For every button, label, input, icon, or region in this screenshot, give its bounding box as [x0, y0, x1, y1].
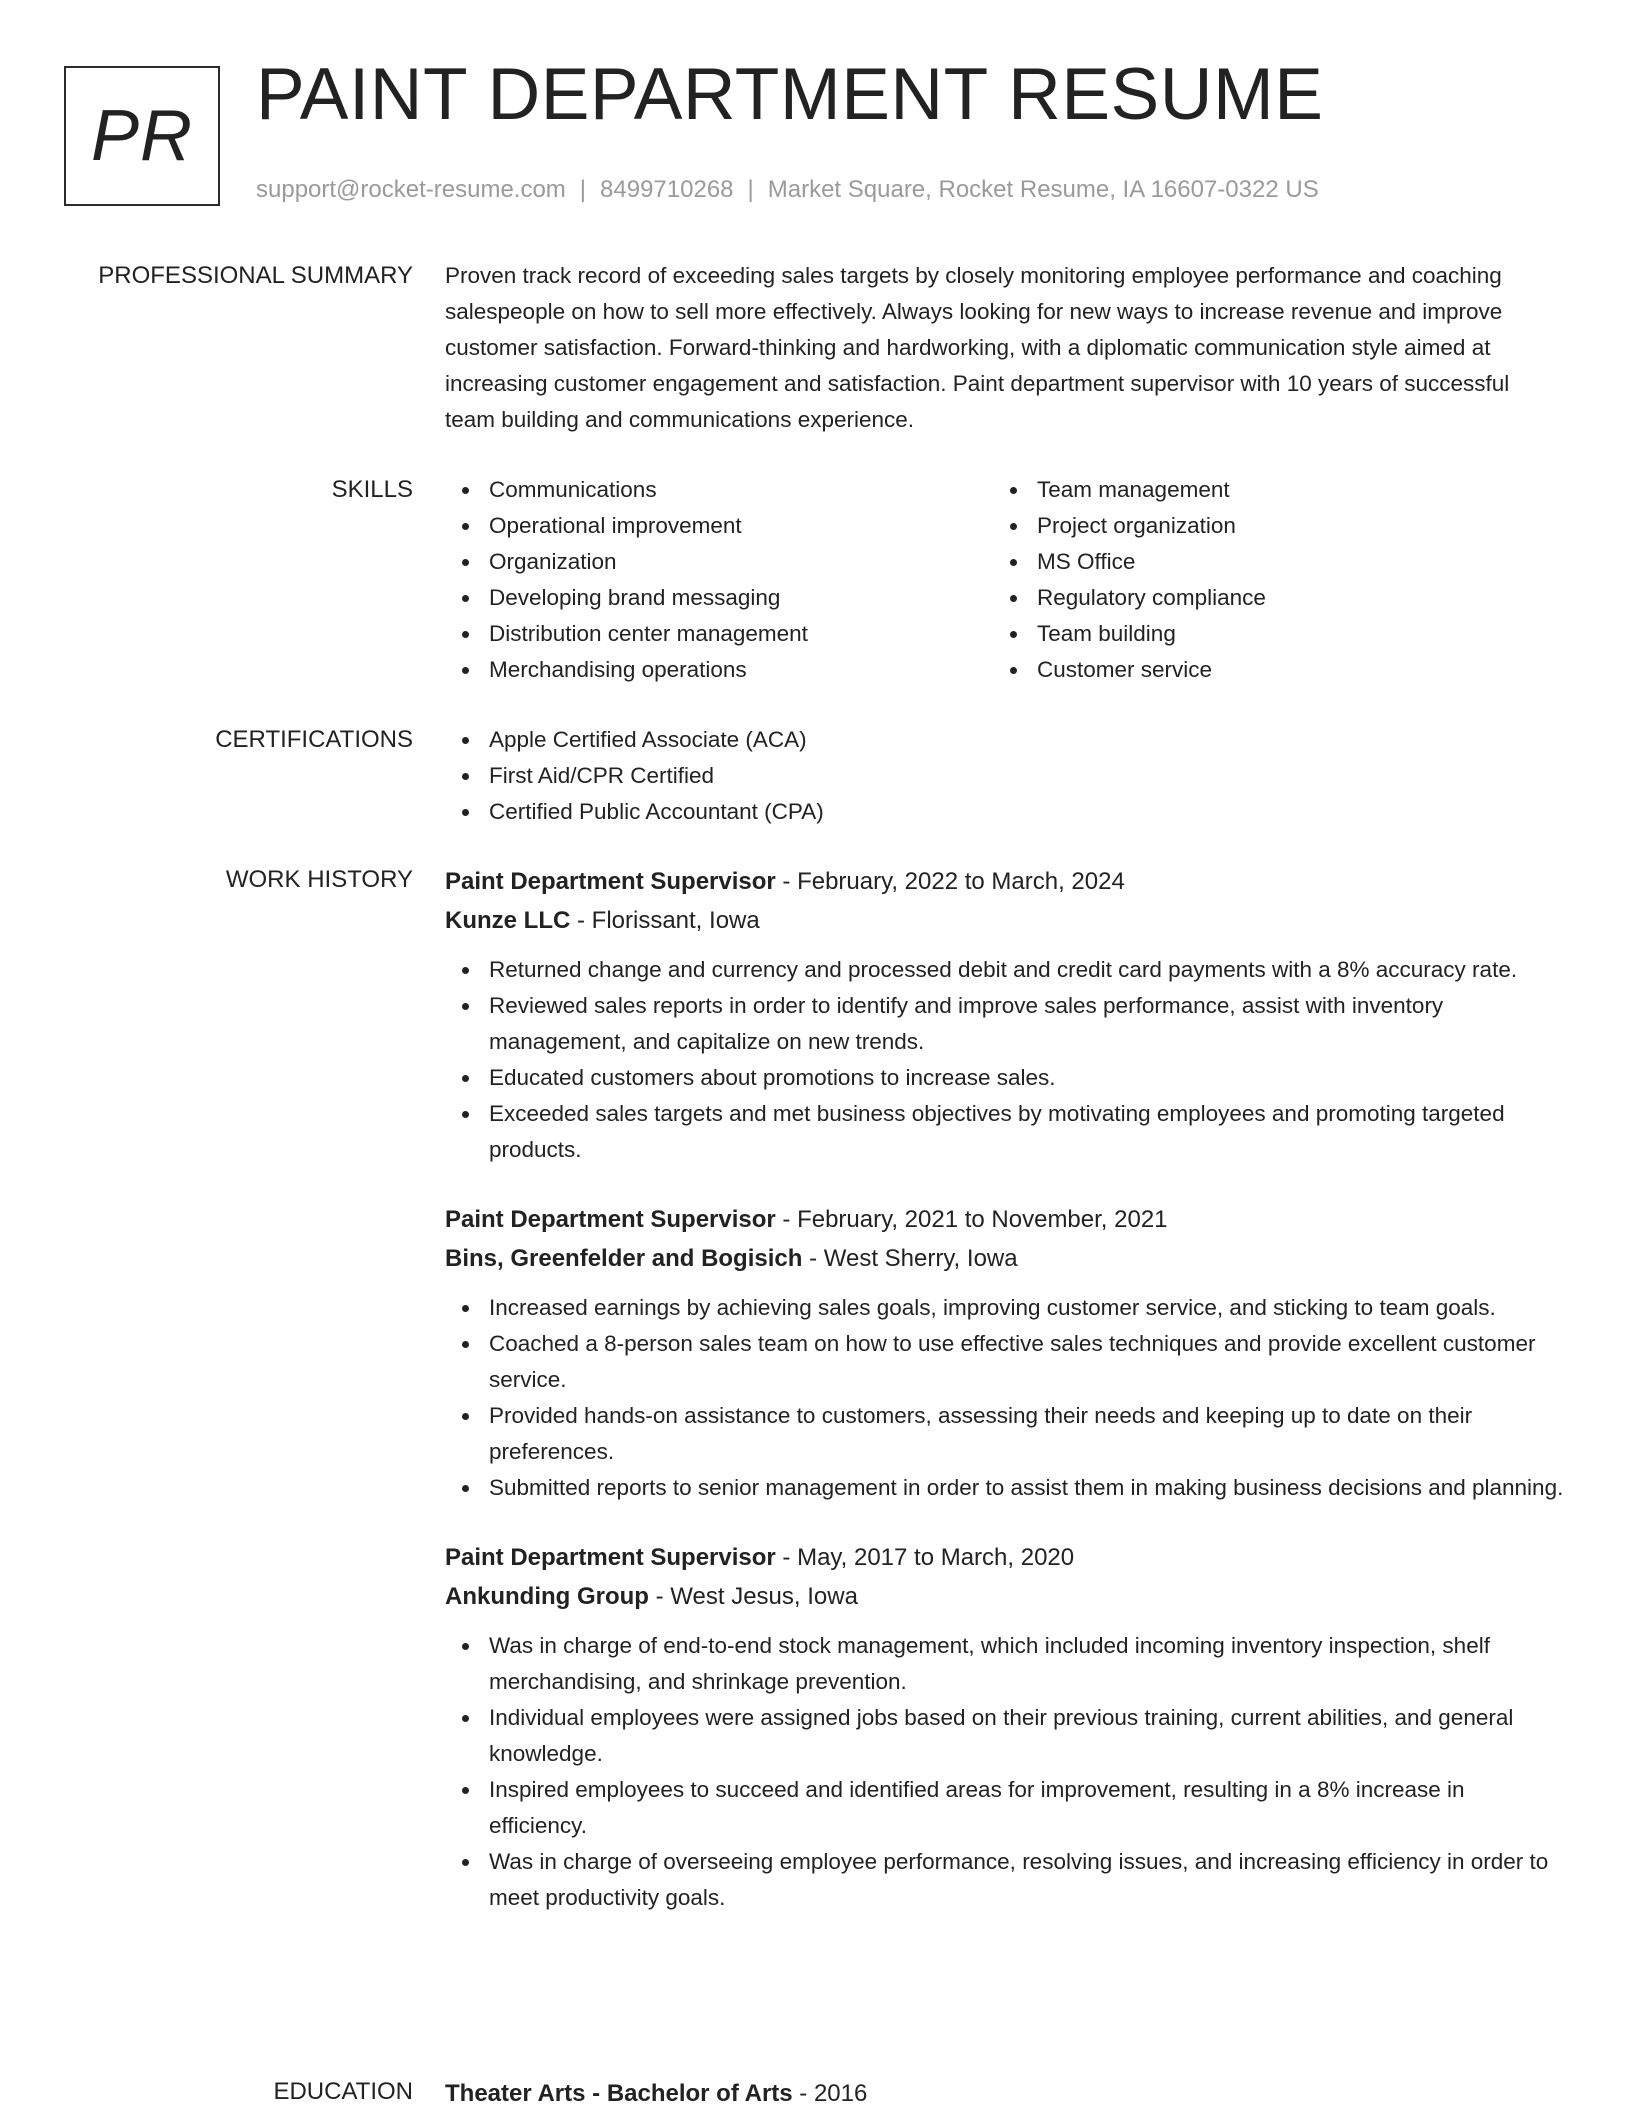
- list-item: Inspired employees to succeed and identified areas for improvement, resulting in a 8% increase in efficiency.: [445, 1772, 1565, 1844]
- list-item: Developing brand messaging: [445, 580, 993, 616]
- education-body: [445, 2074, 1565, 2113]
- list-item: Educated customers about promotions to increase sales.: [445, 1060, 1565, 1096]
- job-location: - West Sherry, Iowa: [802, 1245, 1018, 1272]
- section-heading-summary: PROFESSIONAL SUMMARY: [98, 262, 413, 289]
- job-company: Kunze LLC: [445, 907, 571, 934]
- job-title-line: [445, 862, 1565, 901]
- list-item: Regulatory compliance: [993, 580, 1541, 616]
- job-duties-list: [445, 1290, 1565, 1506]
- certifications-body: [445, 722, 1565, 830]
- job-duties-list: [445, 1628, 1565, 1916]
- skills-list-left: [445, 472, 993, 688]
- contact-email: support@rocket-resume.com: [256, 176, 566, 203]
- list-item: Operational improvement: [445, 508, 993, 544]
- summary-text: Proven track record of exceeding sales targets by closely monitoring employee performance and coaching salespeople on how to sell more effectively. Always looking for new ways to increase revenue and improve customer satisfaction. Forward-thinking and hardworking, with a diplomatic communication style aimed at increasing customer engagement and satisfaction. Paint department supervisor with 10 years of successful team building and communications experience.: [445, 263, 1510, 432]
- job-duties-list: [445, 952, 1565, 1168]
- list-item: Reviewed sales reports in order to identify and improve sales performance, assist with inventory management, and capitalize on new trends.: [445, 988, 1565, 1060]
- skills-list-right: [993, 472, 1541, 688]
- list-item: Team building: [993, 616, 1541, 652]
- job-title-line: [445, 1200, 1565, 1239]
- job-entry: [445, 1538, 1565, 1916]
- job-entry: [445, 1200, 1565, 1506]
- job-title: Paint Department Supervisor: [445, 868, 776, 895]
- job-company-line: [445, 1239, 1565, 1278]
- education-degree: Theater Arts - Bachelor of Arts: [445, 2080, 793, 2107]
- job-company-line: [445, 1577, 1565, 1616]
- education-line: [445, 2074, 1565, 2113]
- list-item: Was in charge of overseeing employee performance, resolving issues, and increasing efficiency in order to meet productivity goals.: [445, 1844, 1565, 1916]
- monogram-box: [64, 66, 220, 206]
- list-item: Customer service: [993, 652, 1541, 688]
- list-item: Organization: [445, 544, 993, 580]
- summary-body: [445, 258, 1565, 438]
- contact-phone: 8499710268: [600, 176, 734, 203]
- contact-line: [256, 176, 1319, 204]
- education-year: - 2016: [792, 2080, 868, 2107]
- job-entry: [445, 862, 1565, 1168]
- list-item: First Aid/CPR Certified: [445, 758, 1565, 794]
- list-item: Communications: [445, 472, 993, 508]
- contact-address: Market Square, Rocket Resume, IA 16607-0322 US: [767, 176, 1319, 203]
- section-heading-work-history: WORK HISTORY: [225, 866, 413, 893]
- list-item: Provided hands-on assistance to customers, assessing their needs and keeping up to date on their preferences.: [445, 1398, 1565, 1470]
- certifications-list: [445, 722, 1565, 830]
- list-item: Coached a 8-person sales team on how to use effective sales techniques and provide excellent customer service.: [445, 1326, 1565, 1398]
- work-history-body: [445, 862, 1565, 1916]
- list-item: Submitted reports to senior management in order to assist them in making business decisions and planning.: [445, 1470, 1565, 1506]
- list-item: Merchandising operations: [445, 652, 993, 688]
- job-title: Paint Department Supervisor: [445, 1206, 776, 1233]
- job-location: - West Jesus, Iowa: [648, 1583, 858, 1610]
- job-dates: - February, 2022 to March, 2024: [775, 868, 1125, 895]
- contact-separator: |: [747, 176, 754, 203]
- job-dates: - February, 2021 to November, 2021: [775, 1206, 1168, 1233]
- list-item: Distribution center management: [445, 616, 993, 652]
- list-item: Individual employees were assigned jobs based on their previous training, current abilities, and general knowledge.: [445, 1700, 1565, 1772]
- section-heading-skills: SKILLS: [331, 476, 413, 503]
- list-item: Certified Public Accountant (CPA): [445, 794, 1565, 830]
- resume-title: PAINT DEPARTMENT RESUME: [256, 54, 1324, 135]
- monogram-initials: PR: [90, 96, 194, 176]
- list-item: Was in charge of end-to-end stock management, which included incoming inventory inspection, shelf merchandising, and shrinkage prevention.: [445, 1628, 1565, 1700]
- job-title: Paint Department Supervisor: [445, 1544, 776, 1571]
- section-heading-education: EDUCATION: [273, 2078, 413, 2105]
- list-item: Exceeded sales targets and met business objectives by motivating employees and promoting targeted products.: [445, 1096, 1565, 1168]
- job-location: - Florissant, Iowa: [570, 907, 760, 934]
- list-item: Project organization: [993, 508, 1541, 544]
- list-item: Team management: [993, 472, 1541, 508]
- list-item: Increased earnings by achieving sales goals, improving customer service, and sticking to team goals.: [445, 1290, 1565, 1326]
- list-item: MS Office: [993, 544, 1541, 580]
- job-title-line: [445, 1538, 1565, 1577]
- job-company: Bins, Greenfelder and Bogisich: [445, 1245, 803, 1272]
- list-item: Returned change and currency and processed debit and credit card payments with a 8% accuracy rate.: [445, 952, 1565, 988]
- job-dates: - May, 2017 to March, 2020: [775, 1544, 1075, 1571]
- skills-columns: [445, 472, 1565, 688]
- job-company: Ankunding Group: [445, 1583, 649, 1610]
- contact-separator: |: [579, 176, 587, 203]
- section-heading-certifications: CERTIFICATIONS: [215, 726, 413, 753]
- job-company-line: [445, 901, 1565, 940]
- list-item: Apple Certified Associate (ACA): [445, 722, 1565, 758]
